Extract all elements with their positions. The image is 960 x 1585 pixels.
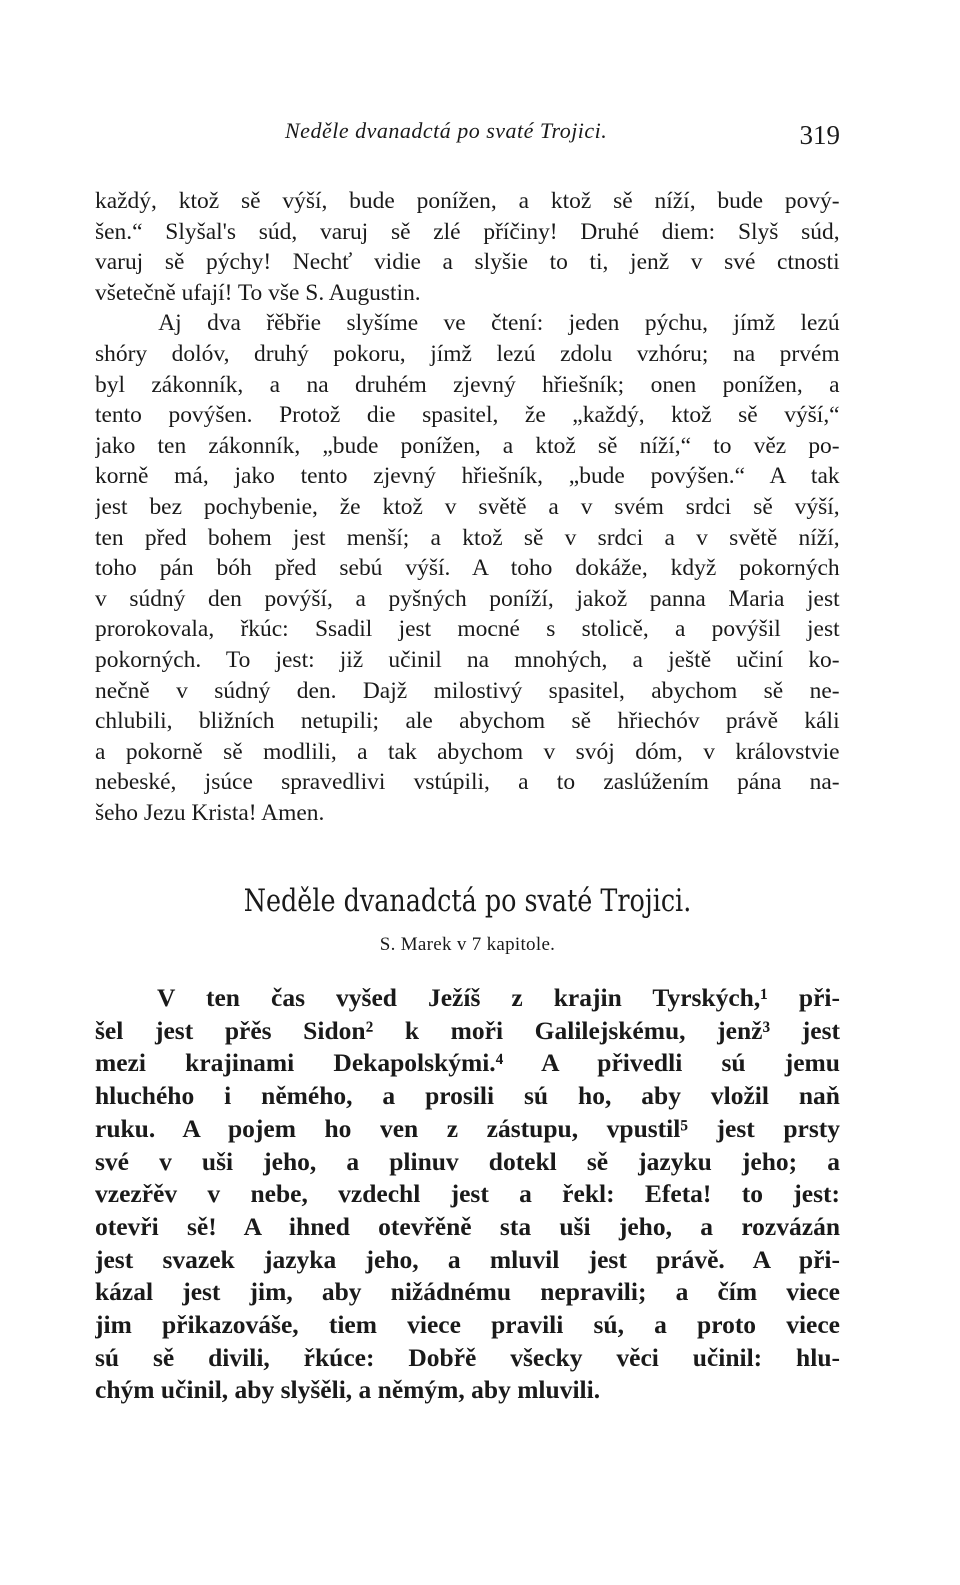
- gospel-line: své v uši jeho, a plinuv dotekl sě jazyku jeho; a: [95, 1146, 840, 1176]
- sermon-line: jest bez pochybenie, že ktož v světě a v svém srdci sě výší,: [95, 493, 840, 519]
- gospel-line: otevři sě! A ihned otevřěně sta uši jeho, a rozvázán: [95, 1211, 840, 1241]
- gospel-heading: Neděle dvanadctá po svaté Trojici.: [243, 883, 692, 919]
- sermon-line: šeho Jezu Krista! Amen.: [95, 799, 325, 825]
- sermon-line: tento povýšen. Protož die spasitel, že „každý, ktož sě výší,“: [95, 402, 840, 428]
- sermon-line: chlubili, bližních netupili; ale abychom sě hřiechóv právě káli: [95, 708, 840, 734]
- sermon-line: korně má, jako tento zjevný hřiešník, „bude povýšen.“ A tak: [95, 463, 840, 489]
- gospel-line: sú sě divili, řkúce: Dobřě všecky věci učinil: hlu-: [95, 1342, 840, 1372]
- gospel-line: kázal jest jim, aby nižádnému nepravili; a čím viece: [95, 1277, 840, 1307]
- sermon-line: šen.“ Slyšal's súd, varuj sě zlé příčiny! Druhé diem: Slyš súd,: [95, 218, 840, 244]
- gospel-line: šel jest přěs Sidon² k moři Galilejskému, jenž³ jest: [95, 1015, 840, 1045]
- gospel-line: ruku. A pojem ho ven z zástupu, vpustil⁵ jest prsty: [95, 1113, 840, 1143]
- gospel-reference: S. Marek v 7 kapitole.: [379, 934, 556, 955]
- sermon-line: v súdný den povýší, a pyšných poníží, jakož panna Maria jest: [95, 585, 840, 611]
- sermon-line: byl zákonník, a na druhém zjevný hřiešník; onen ponížen, a: [95, 371, 840, 397]
- gospel-line: mezi krajinami Dekapolskými.⁴ A přivedli sú jemu: [95, 1048, 840, 1078]
- sermon-line: pokorných. To jest: již učinil na mnohých, a ještě učiní ko-: [95, 646, 840, 672]
- sermon-line: nečně v súdný den. Dajž milostivý spasitel, abychom sě ne-: [95, 677, 840, 703]
- sermon-line: prorokovala, řkúc: Ssadil jest mocné s stolicě, a povýšil jest: [95, 616, 840, 642]
- page-number: 319: [799, 120, 840, 150]
- sermon-line: shóry dolóv, druhý pokoru, jímž lezú zdolu vzhóru; na prvém: [95, 340, 840, 366]
- sermon-line: ten před bohem jest menší; a ktož sě v srdci a v světě níží,: [95, 524, 840, 550]
- gospel-text: [95, 982, 840, 1407]
- sermon-line: každý, ktož sě výší, bude ponížen, a ktož sě níží, bude pový-: [95, 188, 840, 213]
- sermon-line: všetečně ufají! To vše S. Augustin.: [95, 279, 421, 305]
- sermon-line: a pokorně sě modlili, a tak abychom v svój dóm, v královstvie: [95, 738, 840, 764]
- sermon-paragraph-start: Aj dva řěbřie slyšíme ve čtení: jeden pýchu, jímž lezú: [158, 310, 840, 336]
- gospel-paragraph-start: V ten čas vyšed Ježíš z krajin Tyrských,¹ při-: [157, 983, 840, 1012]
- gospel-line: hluchého i němého, a prosili sú ho, aby vložil naň: [95, 1081, 840, 1111]
- sermon-line: varuj sě pýchy! Nechť vidie a slyšie to ti, jenž v své ctnosti: [95, 249, 840, 275]
- gospel-line: jest svazek jazyka jeho, a mluvil jest právě. A při-: [95, 1244, 840, 1274]
- gospel-line: jim přikazováše, tiem viece pravili sú, a proto viece: [95, 1310, 840, 1340]
- gospel-line: vzezřěv v nebe, vzdechl jest a řekl: Efeta! to jest:: [95, 1179, 840, 1209]
- gospel-line: chým učinil, aby slyšěli, a němým, aby mluvili.: [95, 1375, 601, 1405]
- running-title: Neděle dvanadctá po svaté Trojici.: [285, 118, 608, 143]
- running-head: [95, 118, 840, 158]
- sermon-text: [95, 186, 840, 828]
- sermon-line: jako ten zákonník, „bude ponížen, a ktož sě níží,“ to věz po-: [95, 432, 840, 458]
- sermon-line: nebeské, jsúce spravedlivi vstúpili, a to zaslúžením pána na-: [95, 769, 840, 795]
- sermon-line: toho pán bóh před sebú výší. A toho dokáže, když pokorných: [95, 555, 840, 581]
